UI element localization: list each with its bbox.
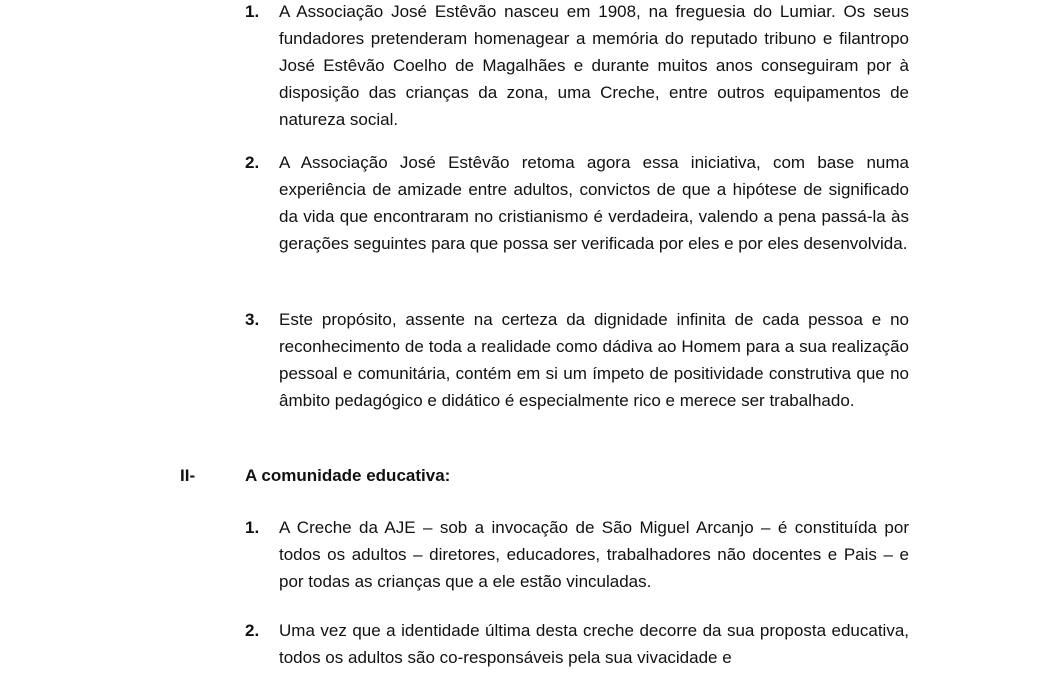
item-text: Este propósito, assente na certeza da dignidade infinita de cada pessoa e no reconhecimento de toda a realidade como dádiva ao Homem para a sua realização pessoal e comunitária, contém em si um ímpeto de positividade construtiva que no âmbito pedagógico e didático é especialmente rico e merece ser trabalhado. — [279, 310, 909, 410]
section-number: II- — [180, 466, 196, 485]
item-number: 2. — [245, 153, 260, 172]
item-number: 1. — [245, 518, 260, 537]
item-text: A Associação José Estêvão nasceu em 1908, na freguesia do Lumiar. Os seus fundadores pretenderam homenagear a memória do reputado tribuno e filantropo José Estêvão Coelho de Magalhães e durante muitos anos conseguiram por à disposição das crianças da zona, uma Creche, entre outros equipamentos de natureza social. — [279, 2, 909, 129]
item-text: A Creche da AJE – sob a invocação de São Miguel Arcanjo – é constituída por todos os adultos – diretores, educadores, trabalhadores não docentes e Pais – e por todas as crianças que a ele estão vinculadas. — [279, 518, 909, 591]
item-text: Uma vez que a identidade última desta creche decorre da sua proposta educativa, todos os adultos são co-responsáveis pela sua vivacidade e — [279, 621, 909, 667]
item-number: 2. — [245, 621, 260, 640]
item-text: A Associação José Estêvão retoma agora essa iniciativa, com base numa experiência de amizade entre adultos, convictos de que a hipótese de significado da vida que encontraram no cristianismo é verdadeira, valendo a pena passá-la às gerações seguintes para que possa ser verificada por eles e por eles desenvolvida. — [279, 153, 909, 253]
section-title: A comunidade educativa: — [245, 466, 451, 485]
item-number: 3. — [245, 310, 260, 329]
item-number: 1. — [245, 2, 260, 21]
